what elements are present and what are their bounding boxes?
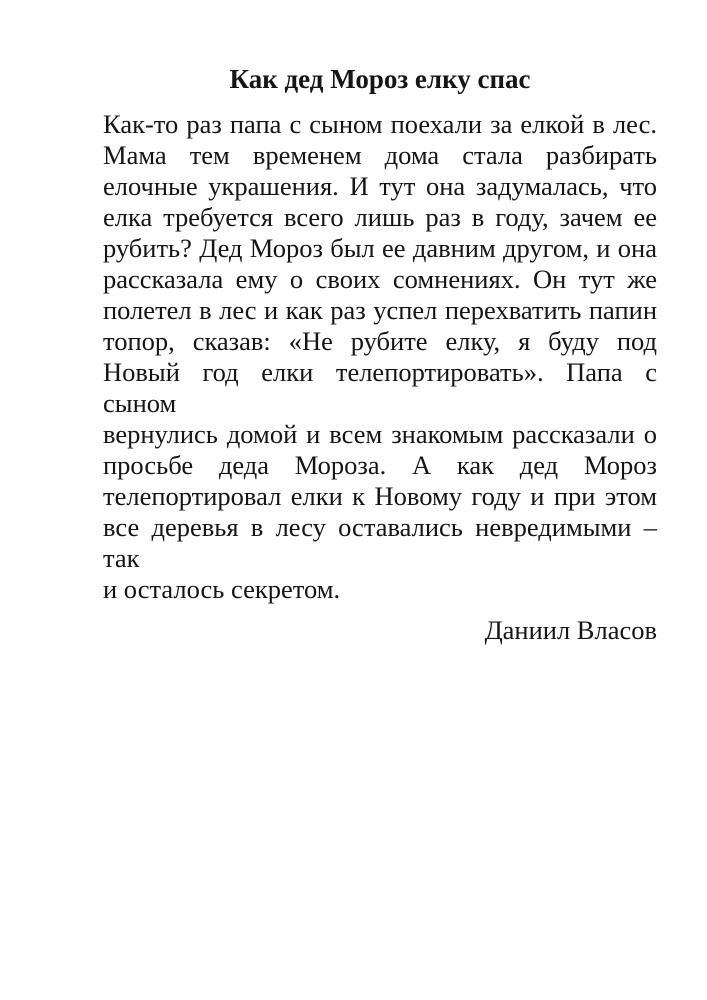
story-line: Мама тем временем дома стала разбирать [103, 140, 657, 170]
story-line: топор, сказав: «Не рубите елку, я буду под [103, 326, 657, 356]
story-line: рассказала ему о своих сомнениях. Он тут же [103, 264, 657, 294]
story-line: елка требуется всего лишь раз в году, зачем ее [103, 202, 657, 232]
story-line: и осталось секретом. [103, 574, 341, 604]
story-line: Как-то раз папа с сыном поехали за елкой в лес. [103, 109, 657, 139]
story-line: полетел в лес и как раз успел перехватить папин [103, 295, 657, 325]
story-paragraph [103, 109, 657, 605]
document-title: Как дед Мороз елку спас [229, 64, 531, 94]
author-name: Даниил Власов [484, 615, 657, 645]
story-line: рубить? Дед Мороз был ее давним другом, и она [103, 233, 657, 263]
story-line: телепортировал елки к Новому году и при этом [103, 481, 657, 511]
story-line: Новый год елки телепортировать». Папа с сыном [103, 357, 657, 418]
story-line: просьбе деда Мороза. А как дед Мороз [103, 450, 657, 480]
story-line: елочные украшения. И тут она задумалась, что [103, 171, 657, 201]
story-line: все деревья в лесу оставались невредимыми – так [103, 512, 657, 573]
story-line: вернулись домой и всем знакомым рассказали о [103, 419, 657, 449]
